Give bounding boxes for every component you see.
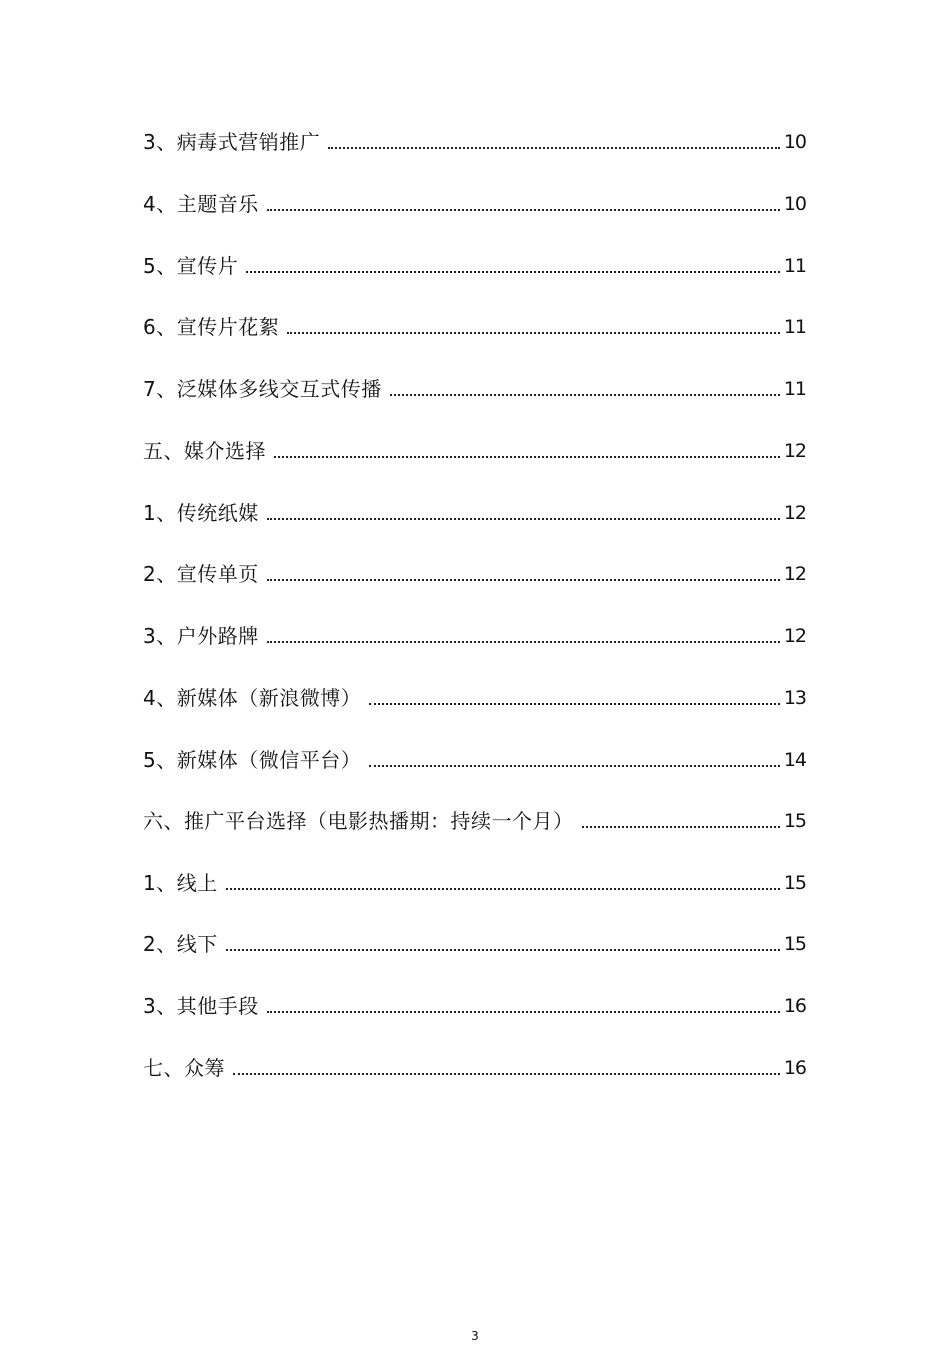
toc-entry-page: 16 [783,1057,806,1079]
toc-dot-leader [233,1073,780,1075]
toc-dot-leader [287,332,780,334]
toc-entry[interactable] [143,803,806,833]
toc-entry[interactable] [143,618,806,648]
toc-entry[interactable] [143,680,806,710]
toc-entry-label: 六、推广平台选择（电影热播期：持续一个月） [143,809,574,833]
toc-entry[interactable] [143,926,806,956]
toc-entry-label: 3、户外路牌 [143,624,259,648]
toc-entry-label: 7、泛媒体多线交互式传播 [143,377,382,401]
toc-entry[interactable] [143,371,806,401]
toc-entry-page: 10 [783,131,806,153]
toc-entry-page: 11 [783,316,806,338]
toc-dot-leader [274,456,780,458]
toc-entry-page: 15 [783,933,806,955]
toc-entry-label: 5、新媒体（微信平台） [143,748,362,772]
toc-dot-leader [226,888,780,890]
toc-entry-page: 12 [783,625,806,647]
toc-dot-leader [582,826,781,828]
toc-dot-leader [267,641,780,643]
toc-entry-page: 13 [783,687,806,709]
toc-entry-page: 12 [783,440,806,462]
toc-dot-leader [369,765,780,767]
toc-entry-page: 10 [783,193,806,215]
toc-entry[interactable] [143,865,806,895]
toc-entry[interactable] [143,433,806,463]
toc-entry-label: 4、主题音乐 [143,192,259,216]
toc-entry-label: 2、线下 [143,932,218,956]
toc-entry[interactable] [143,124,806,154]
toc-entry-page: 15 [783,872,806,894]
toc-entry-page: 12 [783,502,806,524]
page-number: 3 [471,1329,479,1343]
toc-entry[interactable] [143,742,806,772]
toc-entry[interactable] [143,988,806,1018]
toc-entry[interactable] [143,309,806,339]
toc-entry-page: 11 [783,255,806,277]
toc-entry-label: 4、新媒体（新浪微博） [143,686,362,710]
toc-dot-leader [390,394,780,396]
toc-dot-leader [328,147,780,149]
toc-dot-leader [267,518,780,520]
toc-entry[interactable] [143,248,806,278]
toc-entry-page: 16 [783,995,806,1017]
toc-entry-page: 14 [783,749,806,771]
toc-dot-leader [246,271,780,273]
toc-entry-label: 五、媒介选择 [143,439,266,463]
toc-entry[interactable] [143,556,806,586]
toc-entry-page: 12 [783,563,806,585]
toc-entry[interactable] [143,1050,806,1080]
toc-dot-leader [369,703,780,705]
toc-entry-label: 1、传统纸媒 [143,501,259,525]
toc-entry[interactable] [143,495,806,525]
toc-entry-label: 5、宣传片 [143,254,239,278]
toc-entry[interactable] [143,186,806,216]
toc-entry-label: 1、线上 [143,871,218,895]
toc-dot-leader [267,579,780,581]
toc-dot-leader [267,1011,780,1013]
toc-entry-label: 6、宣传片花絮 [143,315,280,339]
toc-dot-leader [267,209,780,211]
toc-entry-page: 15 [783,810,806,832]
toc-entry-label: 2、宣传单页 [143,562,259,586]
toc-entry-page: 11 [783,378,806,400]
toc-dot-leader [226,949,780,951]
toc-entry-label: 3、其他手段 [143,994,259,1018]
toc-entry-label: 七、众筹 [143,1056,225,1080]
toc-entry-label: 3、病毒式营销推广 [143,130,321,154]
